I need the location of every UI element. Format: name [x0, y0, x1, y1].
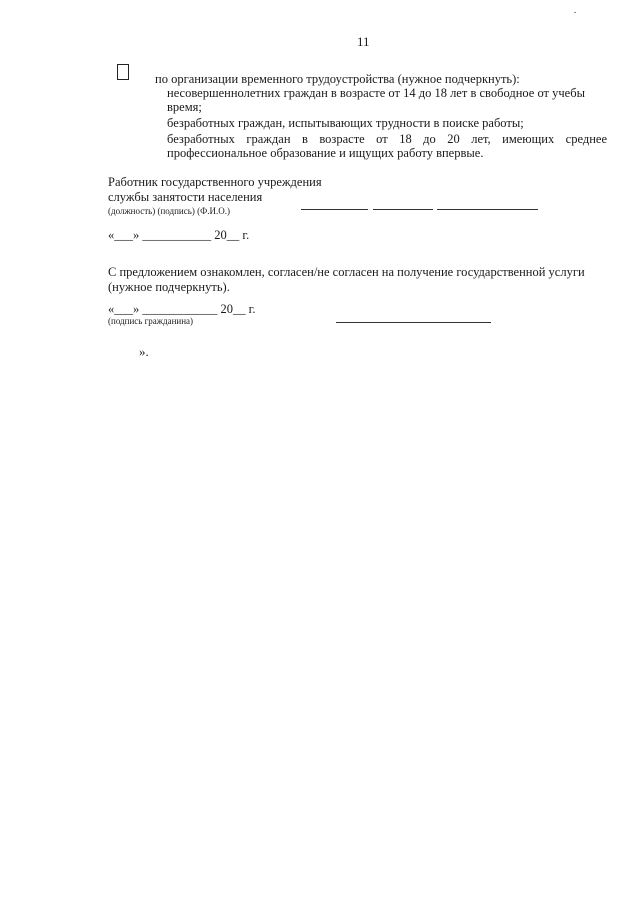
employment-intro: по организации временного трудоустройства (нужное подчеркнуть):	[155, 72, 520, 86]
worker-position-line	[301, 209, 368, 210]
page-number: 11	[357, 34, 370, 49]
citizen-signature-line	[336, 322, 491, 323]
worker-title-line2: службы занятости населения	[108, 190, 263, 204]
minor-citizens-item-line2: время;	[167, 100, 202, 114]
closing-quote: ».	[139, 344, 149, 359]
unemployed-young-item-line1: безработных граждан в возрасте от 18 до 20 лет, имеющих среднее	[167, 132, 607, 146]
worker-signature-caption: (должность) (подпись) (Ф.И.О.)	[108, 206, 230, 216]
worker-date: «___» ___________ 20__ г.	[108, 228, 250, 242]
consent-instruction: (нужное подчеркнуть).	[108, 280, 230, 294]
checkbox[interactable]	[117, 64, 129, 80]
unemployed-difficulty-item: безработных граждан, испытывающих трудности в поиске работы;	[167, 116, 524, 130]
scan-speck	[574, 12, 576, 13]
consent-statement: С предложением ознакомлен, согласен/не согласен на получение государственной услуги	[108, 265, 585, 279]
worker-name-line	[437, 209, 538, 210]
minor-citizens-item-line1: несовершеннолетних граждан в возрасте от 14 до 18 лет в свободное от учебы	[167, 86, 585, 100]
worker-title-line1: Работник государственного учреждения	[108, 175, 322, 189]
citizen-date: «___» ____________ 20__ г.	[108, 302, 256, 316]
citizen-signature-caption: (подпись гражданина)	[108, 316, 194, 326]
unemployed-young-item-line2: профессиональное образование и ищущих работу впервые.	[167, 146, 484, 160]
worker-signature-line	[373, 209, 433, 210]
